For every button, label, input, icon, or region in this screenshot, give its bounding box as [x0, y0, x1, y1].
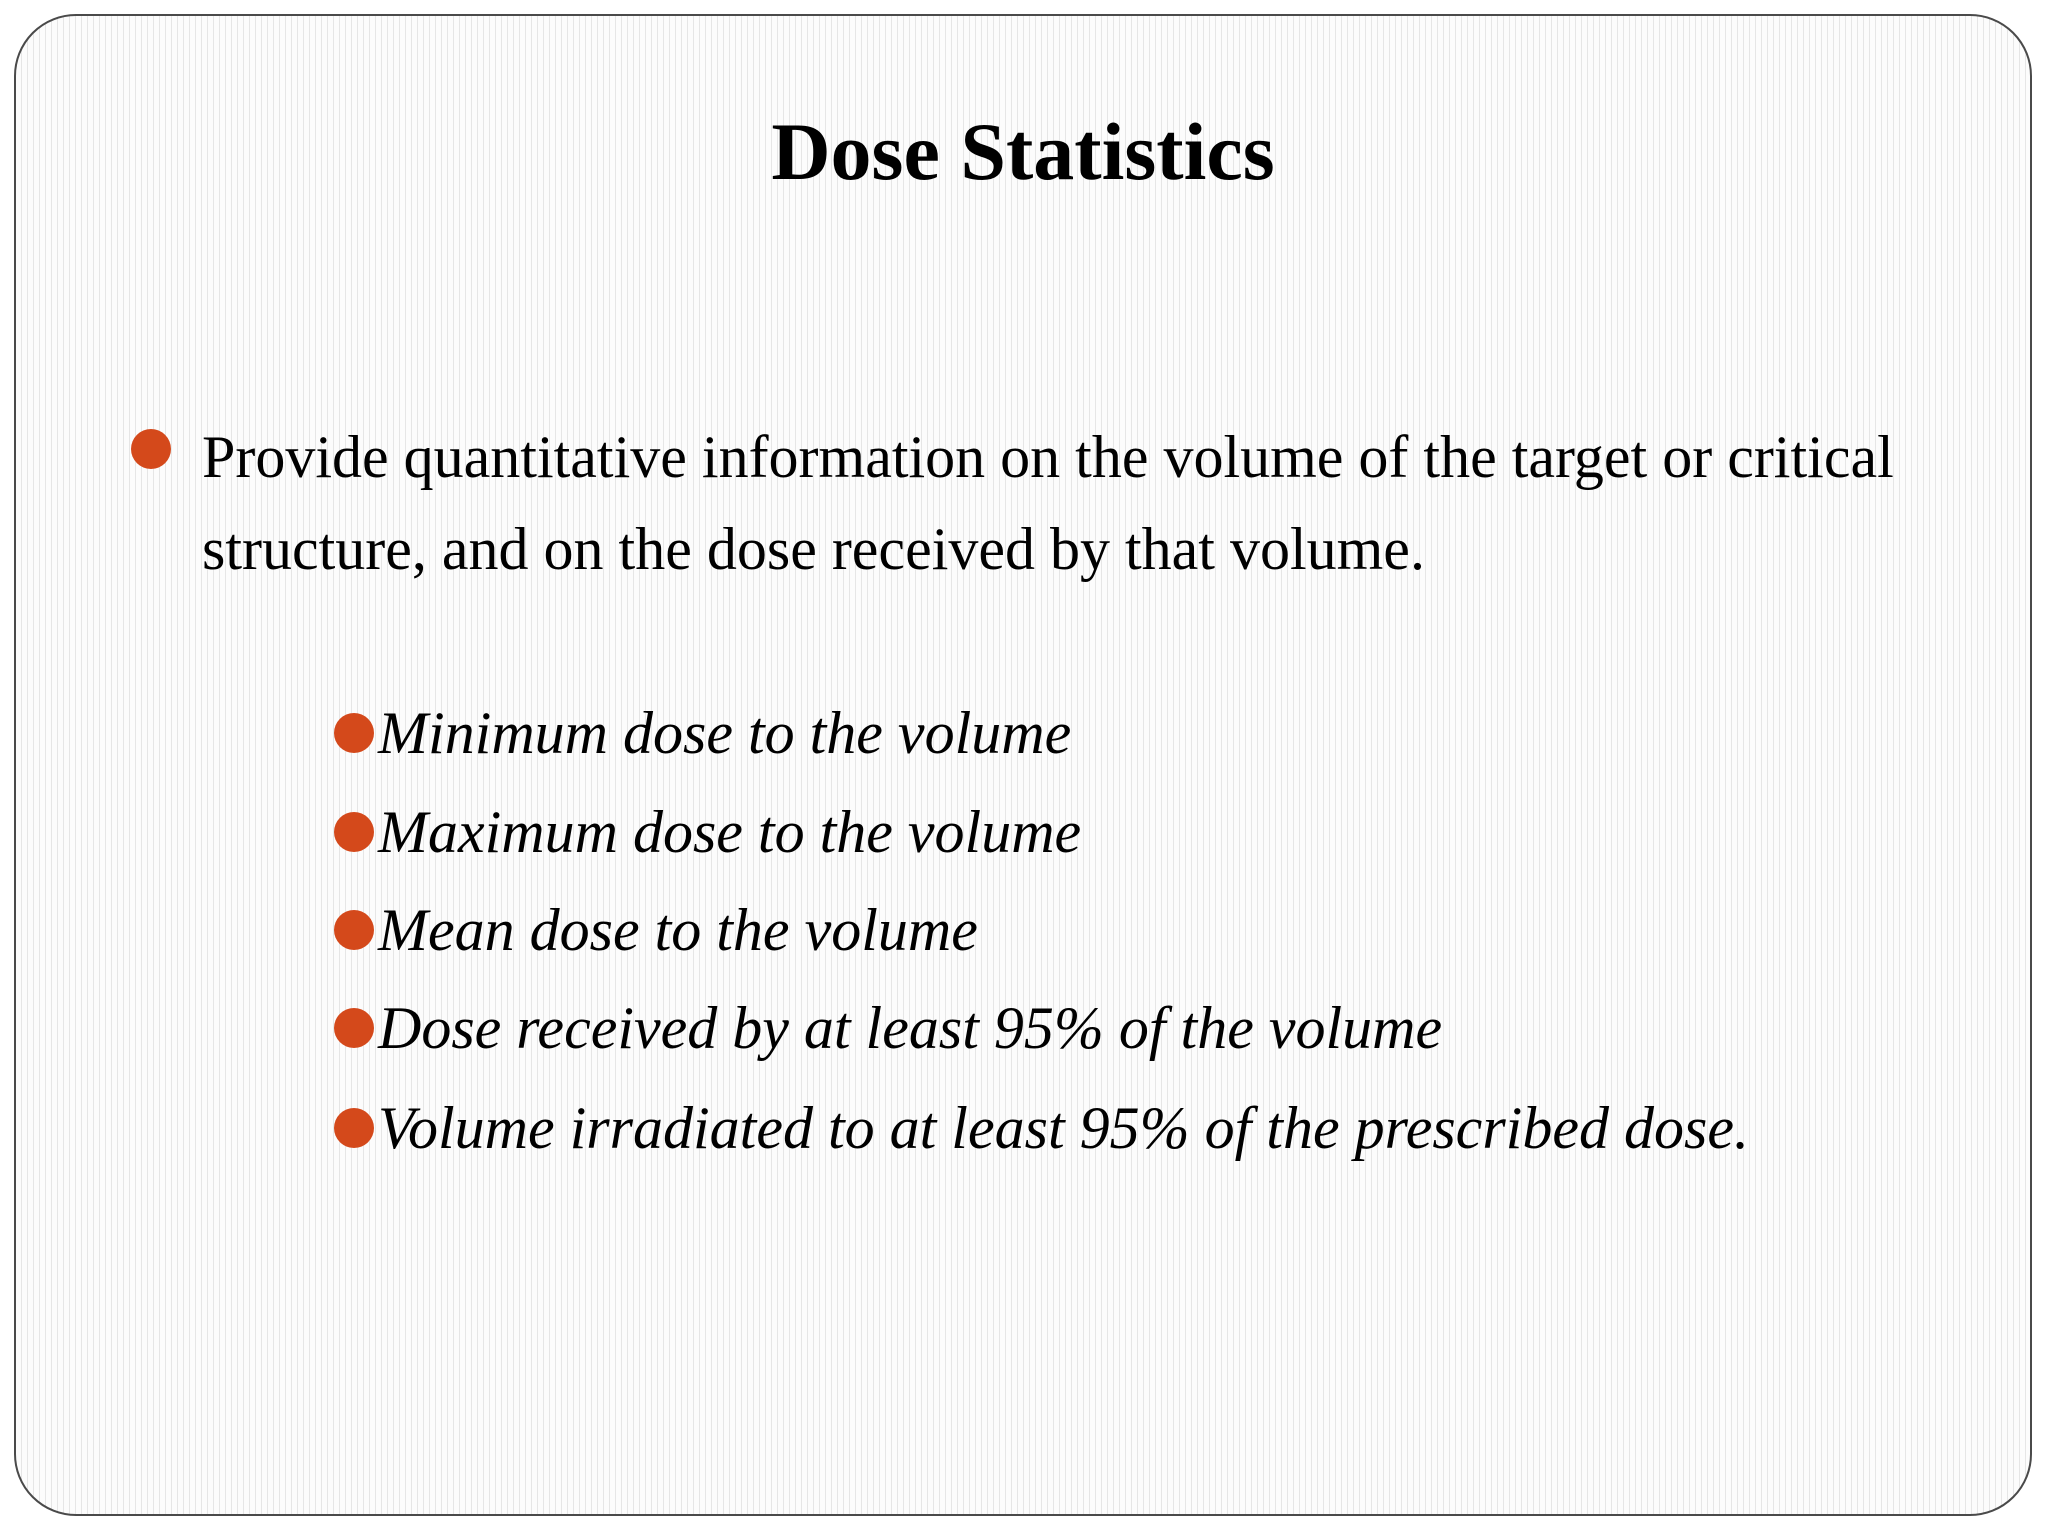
- sub-bullet-dot: [334, 1008, 374, 1048]
- sub-point-list: [16, 16, 2030, 1514]
- sub-point-d95: Dose received by at least 95% of the volume: [378, 995, 1443, 1061]
- slide-title: Dose Statistics: [771, 106, 1275, 197]
- sub-point-mean-dose: Mean dose to the volume: [378, 897, 978, 963]
- main-point-text: Provide quantitative information on the volume of the target or critical structure, and on the dose received by that volume.: [202, 424, 1894, 582]
- slide: [14, 14, 2032, 1516]
- sub-point-v95: Volume irradiated to at least 95% of the prescribed dose.: [378, 1095, 1749, 1161]
- sub-bullet-dot: [334, 1108, 374, 1148]
- sub-point-maximum-dose: Maximum dose to the volume: [378, 799, 1082, 865]
- sub-bullet-dot: [334, 910, 374, 950]
- sub-bullet-dot: [334, 713, 374, 753]
- sub-point-minimum-dose: Minimum dose to the volume: [378, 700, 1072, 766]
- sub-bullet-dot: [334, 812, 374, 852]
